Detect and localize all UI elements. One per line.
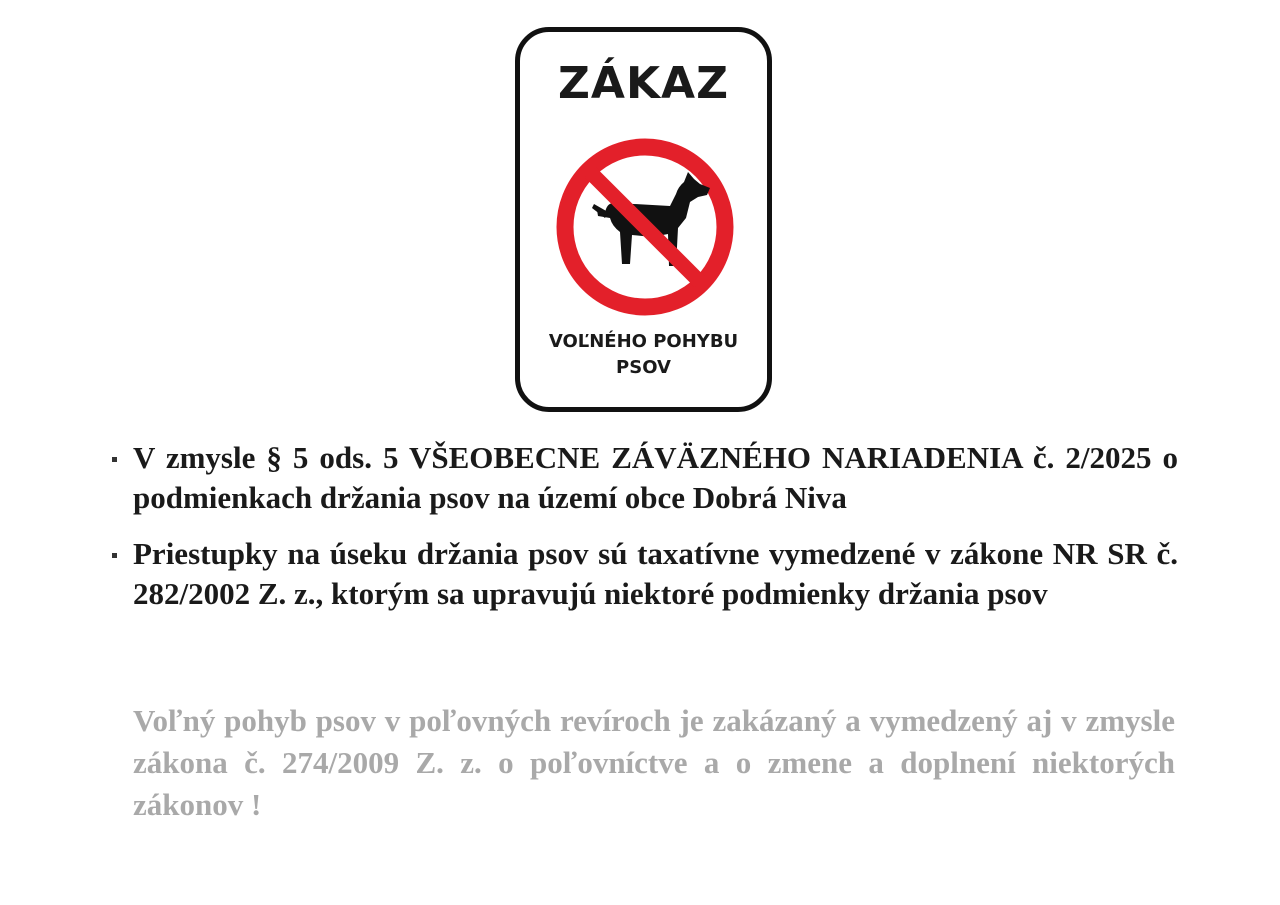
bullet-marker [112,553,117,558]
sign-caption [520,329,767,381]
sign-title: ZÁKAZ [557,58,729,109]
list-item [108,438,1178,518]
prohibition-sign [515,27,772,412]
bullet-list [108,438,1178,630]
bullet-text: Priestupky na úseku držania psov sú taxatívne vymedzené v zákone NR SR č. 282/2002 Z. z., ktorým sa upravujú niektoré podmienky držania psov [133,536,1178,611]
bullet-marker [112,457,117,462]
no-dogs-icon [550,132,740,322]
sign-caption-line1: VOĽNÉHO POHYBU [548,331,739,352]
bullet-text: V zmysle § 5 ods. 5 VŠEOBECNE ZÁVÄZNÉHO NARIADENIA č. 2/2025 o podmienkach držania psov na území obce Dobrá Niva [133,440,1178,515]
hunting-grounds-note: Voľný pohyb psov v poľovných revíroch je zakázaný a vymedzený aj v zmysle zákona č. 274/2009 Z. z. o poľovníctve a o zmene a doplnení niektorých zákonov ! [133,703,1175,822]
list-item [108,534,1178,614]
sign-caption-line2: PSOV [616,357,671,378]
